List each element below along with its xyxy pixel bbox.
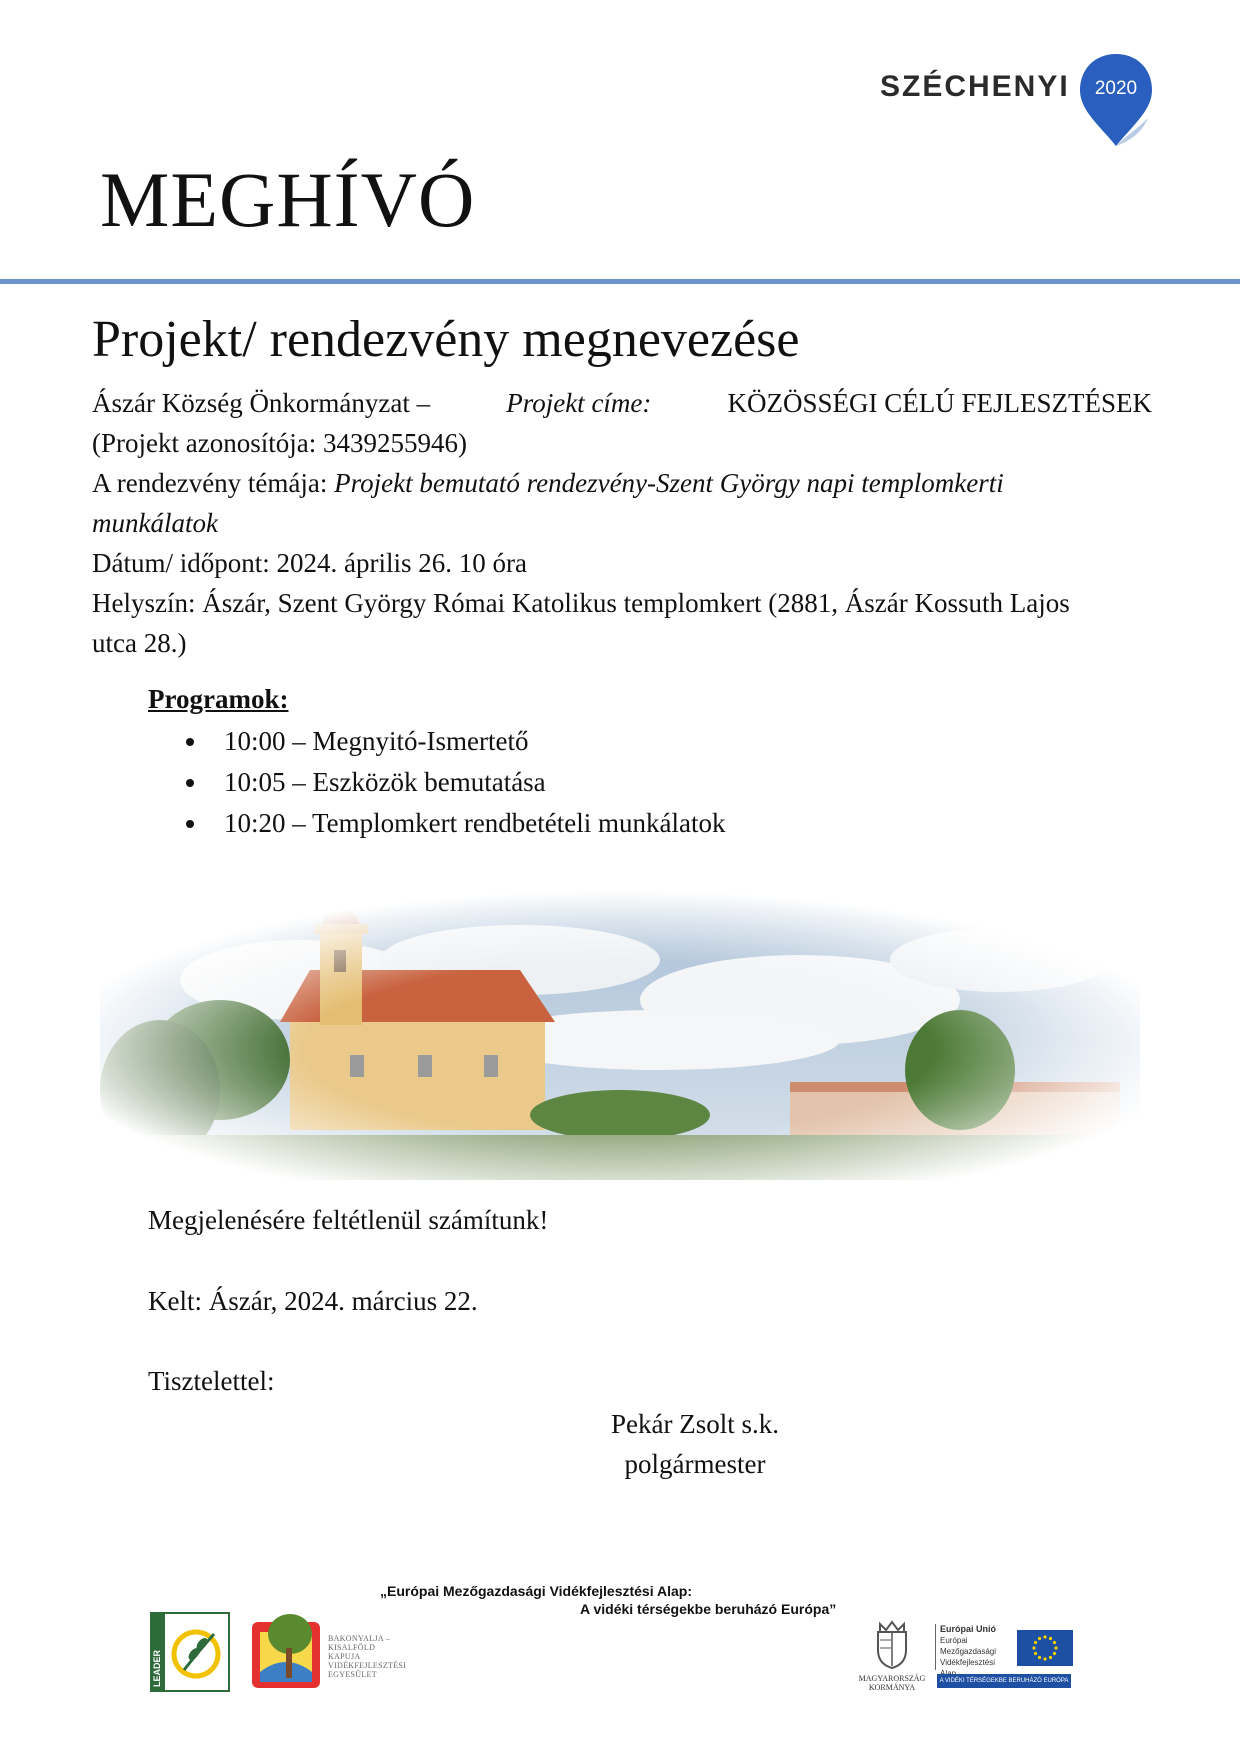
eu-text: Európai Unió Európai Mezőgazdasági Vidékfejlesztési <box>935 1624 1006 1670</box>
church-photo <box>100 890 1140 1180</box>
dated-line: Kelt: Ászár, 2024. március 22. <box>148 1286 478 1316</box>
signer-name: Pekár Zsolt s.k. <box>611 1409 779 1439</box>
regards-line: Tisztelettel: <box>148 1366 275 1396</box>
section-title: Projekt/ rendezvény megnevezése <box>92 311 800 368</box>
programs-list <box>148 721 726 844</box>
project-title-line <box>92 383 1152 423</box>
eu-flag-icon <box>1017 1630 1073 1666</box>
leader-logo <box>150 1612 230 1692</box>
topic-line <box>92 463 1004 503</box>
eu-fund-caption <box>380 1582 836 1618</box>
brand-name: SZÉCHENYI <box>880 70 1070 103</box>
date-line: Dátum/ időpont: 2024. április 26. 10 óra <box>92 548 527 578</box>
hungarian-government-logo <box>852 1618 932 1698</box>
topic-value: Projekt bemutató rendezvény-Szent György napi templomkerti <box>334 468 1004 498</box>
bakonyalja-logo <box>250 1612 410 1692</box>
svg-text:LEADER: LEADER <box>152 1649 162 1687</box>
document-title: MEGHÍVÓ <box>100 156 476 243</box>
coat-of-arms-icon <box>872 1618 912 1670</box>
map-pin-icon <box>1076 52 1156 148</box>
list-item <box>148 762 726 803</box>
header-divider <box>0 279 1240 284</box>
signature-block <box>560 1404 830 1484</box>
project-title-value: KÖZÖSSÉGI CÉLÚ FEJLESZTÉSEK <box>727 388 1152 418</box>
project-id-line: (Projekt azonosítója: 3439255946) <box>92 428 467 458</box>
szechenyi-2020-logo <box>880 52 1170 152</box>
list-item <box>148 721 726 762</box>
organization: Ászár Község Önkormányzat – <box>92 388 431 418</box>
brand-year: 2020 <box>1094 78 1138 99</box>
eu-banner: A VIDÉKI TÉRSÉGEKBE BERUHÁZÓ EURÓPA <box>937 1674 1071 1688</box>
list-item <box>148 803 726 844</box>
programs-heading: Programok: <box>148 684 289 714</box>
invitation-closing: Megjelenésére feltétlenül számítunk! <box>148 1205 549 1235</box>
topic-label: A rendezvény témája: <box>92 468 328 498</box>
signer-role: polgármester <box>624 1449 766 1479</box>
program-item-text: 10:05 – Eszközök bemutatása <box>224 767 546 797</box>
program-item-text: 10:20 – Templomkert rendbetételi munkálatok <box>224 808 726 838</box>
caption-line-1: „Európai Mezőgazdasági Vidékfejlesztési Alap: <box>380 1583 692 1599</box>
caption-line-2: A vidéki térségekbe beruházó Európa” <box>580 1601 837 1617</box>
topic-value-cont: munkálatok <box>92 508 218 538</box>
program-item-text: 10:00 – Megnyitó-Ismertető <box>224 726 529 756</box>
bullet-icon <box>186 779 194 787</box>
bullet-icon <box>186 820 194 828</box>
location-line-cont: utca 28.) <box>92 628 187 658</box>
bakonyalja-text: BAKONYALJA – KISALFÖLD KAPUJA VIDÉKFEJLESZTÉSI EGYESÜLET <box>328 1634 407 1679</box>
bullet-icon <box>186 738 194 746</box>
location-line: Helyszín: Ászár, Szent György Római Katolikus templomkert (2881, Ászár Kossuth Lajos <box>92 588 1070 618</box>
hu-gov-text: MAGYARORSZÁG KORMÁNYA <box>858 1674 926 1692</box>
eu-logo <box>935 1624 1075 1690</box>
project-title-label: Projekt címe: <box>506 388 652 418</box>
